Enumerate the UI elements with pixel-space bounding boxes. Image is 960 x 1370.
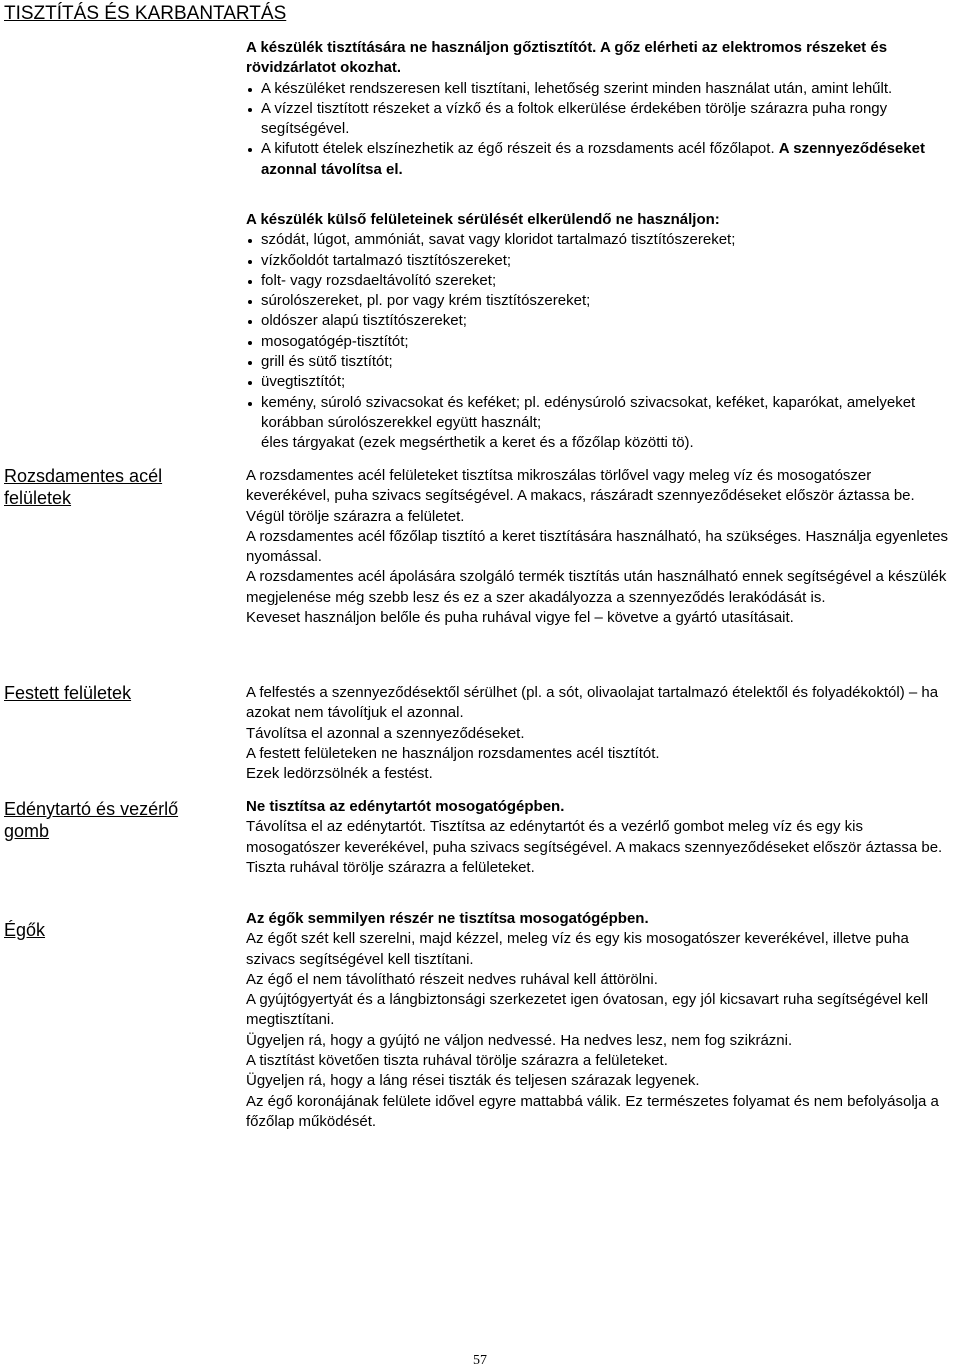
- section-warning: Az égők semmilyen részér ne tisztítsa mosogatógépben.: [246, 910, 649, 927]
- section-warning: Ne tisztítsa az edénytartót mosogatógépben.: [246, 798, 565, 815]
- section-line: A felfestés a szennyeződésektől sérülhet (pl. a sót, olivaolajat tartalmazó ételektől és folyadékoktól) – ha azokat nem távolítjuk el azonnal.: [246, 684, 939, 722]
- list-item: üvegtisztítót;: [246, 372, 956, 392]
- list-item: folt- vagy rozsdaeltávolító szereket;: [246, 271, 956, 291]
- list-item: kemény, súroló szivacsokat és keféket; pl. edénysúroló szivacsokat, keféket, kaparókat, amelyeket korábban súrolószerekkel együtt használt;: [246, 393, 956, 434]
- list-item-text: A kifutott ételek elszínezhetik az égő részeit és a rozsdaments acél főzőlapot.: [261, 140, 779, 158]
- section-line: Ügyeljen rá, hogy a gyújtó ne váljon nedvessé. Ha nedves lesz, nem fog szikrázni.: [246, 1031, 793, 1049]
- section-line: Az égőt szét kell szerelni, majd kézzel, meleg víz és egy kis mosogatószer keverékével, illetve puha szivacs segítségével kell tisztítani.: [246, 930, 909, 968]
- section-line: A festett felületeken ne használjon rozsdamentes acél tisztítót.: [246, 744, 660, 762]
- intro-list: [246, 79, 956, 180]
- list-item: szódát, lúgot, ammóniát, savat vagy kloridot tartalmazó tisztítószereket;: [246, 230, 956, 250]
- surfaces-heading: A készülék külső felületeinek sérülését elkerülendő ne használjon:: [246, 211, 720, 228]
- list-item: A készüléket rendszeresen kell tisztítani, lehetőség szerint minden használat után, amint lehűlt.: [246, 79, 956, 99]
- side-title-burners: Égők: [4, 920, 46, 940]
- steam-warning: A készülék tisztítására ne használjon gőztisztítót. A gőz elérheti az elektromos részeket és rövidzárlatot okozhat.: [246, 39, 888, 77]
- surfaces-last-line: éles tárgyakat (ezek megsérthetik a keret és a főzőlap közötti tö).: [261, 434, 694, 452]
- list-item-emphasis: A szennyeződéseket azonnal távolítsa el.: [261, 140, 925, 178]
- section-line: Ügyeljen rá, hogy a láng rései tiszták és teljesen szárazak legyenek.: [246, 1072, 700, 1090]
- surfaces-list: [246, 230, 956, 433]
- list-item: [246, 139, 956, 180]
- page-number: 57: [473, 1353, 487, 1368]
- section-line: Az égő el nem távolítható részeit nedves ruhával kell áttörölni.: [246, 970, 658, 988]
- page-title: TISZTÍTÁS ÉS KARBANTARTÁS: [4, 3, 287, 24]
- side-title-painted: Festett felületek: [4, 683, 132, 703]
- section-pan-support: [246, 797, 956, 878]
- list-item: súrolószereket, pl. por vagy krém tisztítószereket;: [246, 291, 956, 311]
- section-burners: [246, 909, 956, 1132]
- section-line: Távolítsa el az edénytartót. Tisztítsa az edénytartót és a vezérlő gombot meleg víz és egy kis mosogatószer keverékével, puha szivacs segítségével. A makacs szennyeződéseket először áztassa be.: [246, 818, 943, 856]
- surfaces-block: [246, 210, 956, 454]
- section-line: Ezek ledörzsölnék a festést.: [246, 765, 433, 783]
- side-title-stainless: Rozsdamentes acél felületek: [4, 466, 163, 508]
- list-item: mosogatógép-tisztítót;: [246, 332, 956, 352]
- section-line: A rozsdamentes acél felületeket tisztítsa mikroszálas törlővel vagy meleg víz és mosogatószer keverékével, puha szivacs segítségével. A makacs, rászáradt szennyeződéseket először áztassa be.: [246, 467, 915, 505]
- list-item: oldószer alapú tisztítószereket;: [246, 311, 956, 331]
- section-line: A gyújtógyertyát és a lángbiztonsági szerkezetet igen óvatosan, egy jól kicsavart ruha segítségével kell megtisztítani.: [246, 991, 929, 1029]
- section-painted: [246, 683, 956, 784]
- list-item: A vízzel tisztított részeket a vízkő és a foltok elkerülése érdekében törölje szárazra puha rongy segítségével.: [246, 99, 956, 140]
- list-item: grill és sütő tisztítót;: [246, 352, 956, 372]
- section-line: A rozsdamentes acél főzőlap tisztító a keret tisztítására használható, ha szükséges. Használja egyenletes nyomással.: [246, 527, 949, 566]
- intro-block: [246, 38, 956, 180]
- section-line: Távolítsa el azonnal a szennyeződéseket.: [246, 724, 525, 742]
- section-line: Az égő koronájának felülete idővel egyre mattabbá válik. Ez természetes folyamat és nem befolyásolja a főzőlap működését.: [246, 1092, 939, 1130]
- section-line: Tiszta ruhával törölje szárazra a felületeket.: [246, 858, 535, 876]
- section-stainless: [246, 466, 956, 628]
- list-item: vízkőoldót tartalmazó tisztítószereket;: [246, 251, 956, 271]
- side-title-pan-support: Edénytartó és vezérlő gomb: [4, 799, 179, 841]
- section-line: A rozsdamentes acél ápolására szolgáló termék tisztítás után használható ennek segítségével a készülék megjelenése még szebb lesz és ez a szer akadályozza a szennyeződés lerakódását is.: [246, 568, 947, 606]
- section-line: Végül törölje szárazra a felületet.: [246, 507, 465, 525]
- section-line: Keveset használjon belőle és puha ruhával vigye fel – követve a gyártó utasításait.: [246, 609, 794, 627]
- section-line: A tisztítást követően tiszta ruhával törölje szárazra a felületeket.: [246, 1052, 668, 1070]
